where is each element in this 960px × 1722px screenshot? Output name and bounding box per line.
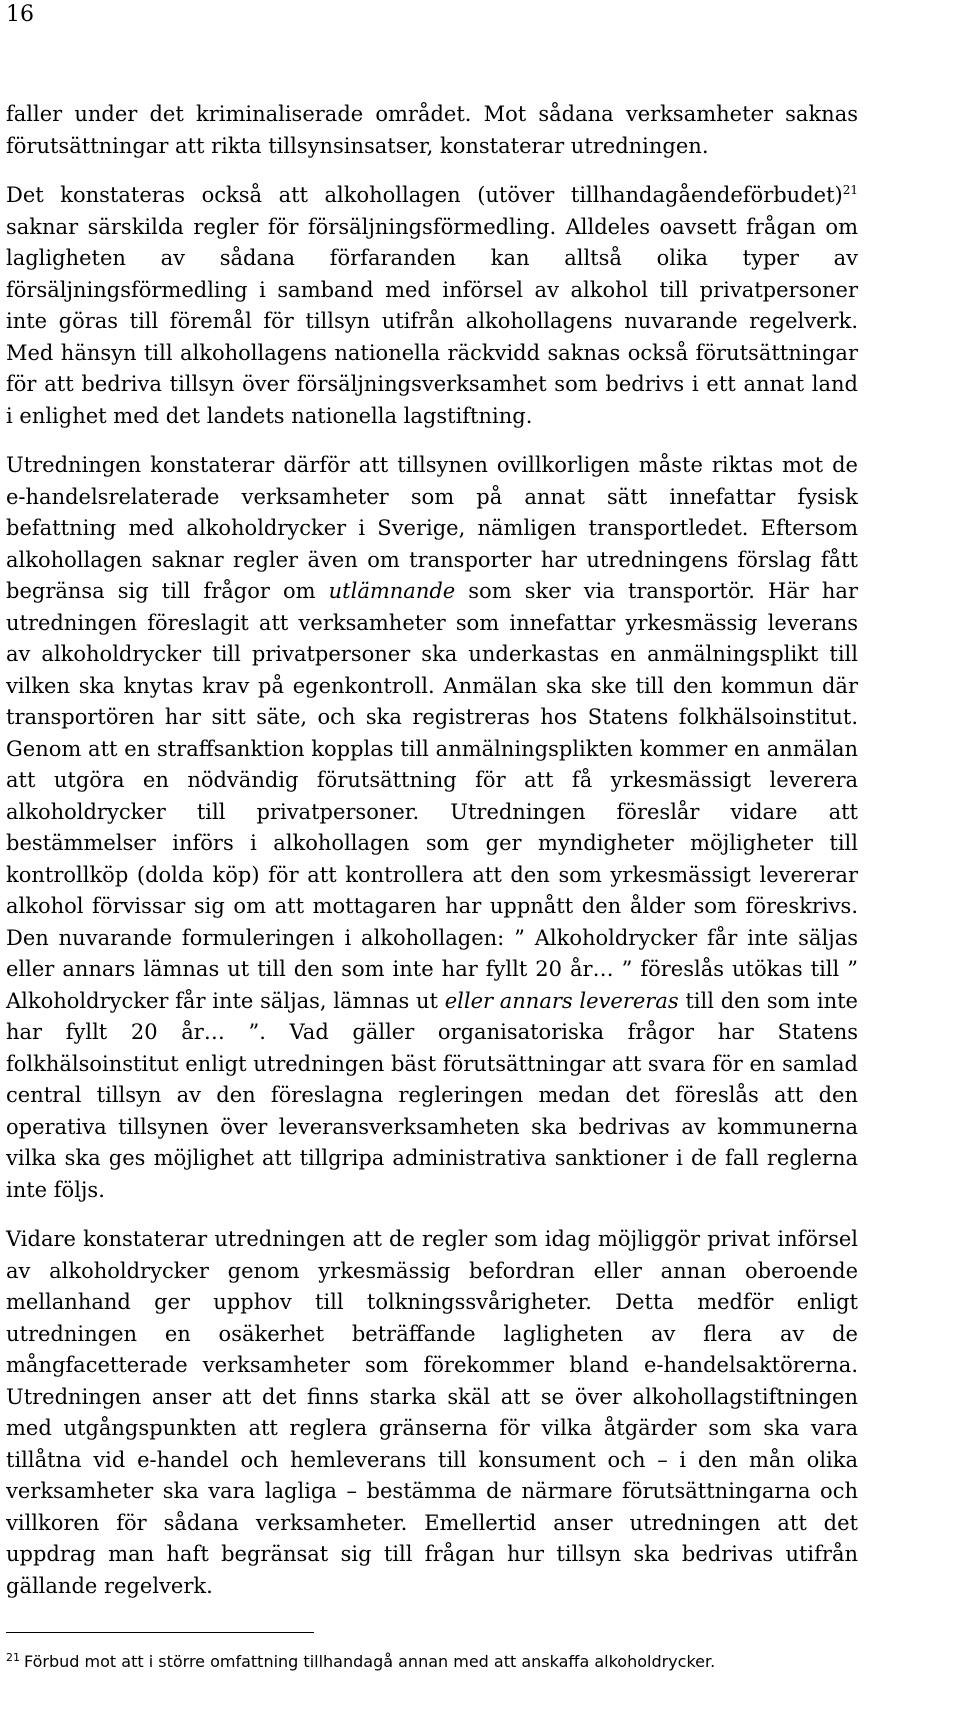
paragraph-4-text: Vidare konstaterar utredningen att de regler som idag möjliggör privat införsel av alkoholdrycker genom yrkesmässig befordran eller annan oberoende mellanhand ger upphov till tolkningssvårigheter. Detta medför enligt utredningen en osäkerhet beträffande lagligheten av flera av de mångfacetterade verksamheter som förekommer bland e-handelsaktörerna. Utredningen anser att det finns starka skäl att se över alkohollagstiftningen med utgångspunkten att reglera gränserna för vilka åtgärder som ska vara tillåtna vid e-handel och hemleverans till konsument och – i den mån olika verksamheter ska vara lagliga – bestämma de närmare förutsättningarna och villkoren för sådana verksamheter. Emellertid anser utredningen att det uppdrag man haft begränsat sig till frågan hur tillsyn ska bedrivas utifrån gällande regelverk. <box>6 1227 858 1598</box>
paragraph-3-emphasis-2: eller annars levereras <box>444 988 679 1013</box>
paragraph-1-text: faller under det kriminaliserade området. Mot sådana verksamheter saknas förutsättningar att rikta tillsynsinsatser, konstaterar utredningen. <box>6 102 858 158</box>
footnote-divider <box>6 1632 314 1633</box>
footnote-reference[interactable]: 21 <box>842 183 858 197</box>
page-number: 16 <box>6 2 34 27</box>
paragraph-2 <box>6 180 858 432</box>
paragraph-3-text-b: som sker via transportör. Här har utredningen föreslagit att verksamheter som innefattar yrkesmässig leverans av alkoholdrycker till privatpersoner ska underkastas en anmälningsplikt till vilken ska knytas krav på egenkontroll. Anmälan ska ske till den kommun där transportören har sitt säte, och ska registreras hos Statens folkhälsoinstitut. Genom att en straffsanktion kopplas till anmälningsplikten kommer en anmälan att utgöra en nödvändig förutsättning för att få yrkesmässigt leverera alkoholdrycker till privatpersoner. Utredningen föreslår vidare att bestämmelser införs i alkohollagen som ger myndigheter möjligheter till kontrollköp (dolda köp) för att kontrollera att den som yrkesmässigt levererar alkohol förvissar sig om att mottagaren har uppnått den ålder som föreskrivs. Den nuvarande formuleringen i alkohollagen: ” Alkoholdrycker får inte säljas eller annars lämnas ut till den som inte har fyllt 20 år… ” föreslås utökas till ” Alkoholdrycker får inte säljas, lämnas ut <box>6 579 858 1013</box>
paragraph-2-text-b: saknar särskilda regler för försäljningsförmedling. Alldeles oavsett frågan om lagligheten av sådana förfaranden kan alltså olika typer av försäljningsförmedling i samband med införsel av alkohol till privatpersoner inte göras till föremål för tillsyn utifrån alkohollagens nuvarande regelverk. Med hänsyn till alkohollagens nationella räckvidd saknas också förutsättningar för att bedriva tillsyn över försäljningsverksamhet som bedrivs i ett annat land i enlighet med det landets nationella lagstiftning. <box>6 214 858 428</box>
footnote-text: Förbud mot att i större omfattning tillhandagå annan med att anskaffa alkoholdrycker. <box>24 1652 716 1671</box>
paragraph-2-text-a: Det konstateras också att alkohollagen (utöver tillhandagåendeförbudet) <box>6 183 843 207</box>
body-text <box>6 99 858 1620</box>
paragraph-4 <box>6 1224 858 1602</box>
paragraph-1 <box>6 99 858 162</box>
paragraph-3-emphasis-1: utlämnande <box>328 579 456 603</box>
footnote <box>6 1651 906 1673</box>
paragraph-3 <box>6 450 858 1206</box>
paragraph-3-text-c: till den som inte har fyllt 20 år… ”. Vad gäller organisatoriska frågor har Statens folkhälsoinstitut enligt utredningen bäst förutsättningar att svara för en samlad central tillsyn av den föreslagna regleringen medan det föreslås att den operativa tillsynen över leveransverksamheten ska bedrivas av kommunerna vilka ska ges möjlighet att tillgripa administrativa sanktioner i de fall reglerna inte följs. <box>6 988 858 1202</box>
footnote-mark: 21 <box>6 1650 20 1664</box>
paragraph-3-text-a: Utredningen konstaterar därför att tillsynen ovillkorligen måste riktas mot de e-handelsrelaterade verksamheter som på annat sätt innefattar fysisk befattning med alkoholdrycker i Sverige, nämligen transportledet. Eftersom alkohollagen saknar regler även om transporter har utredningens förslag fått begränsa sig till frågor om <box>6 453 858 603</box>
